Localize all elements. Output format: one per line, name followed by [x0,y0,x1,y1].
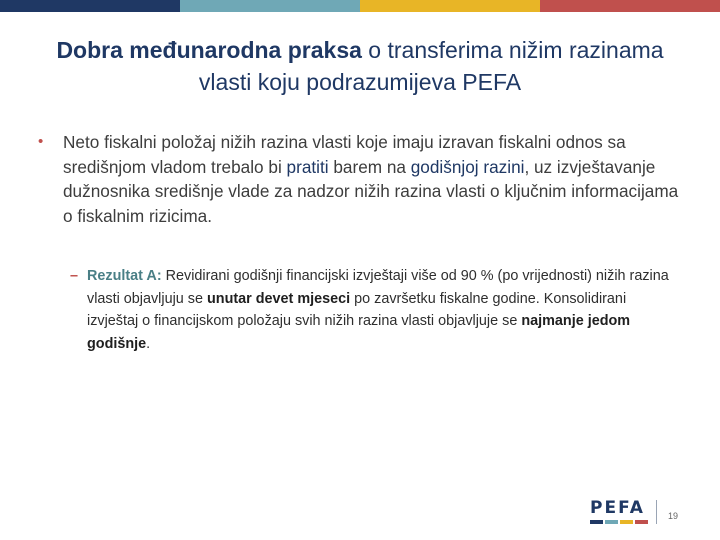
bullet-highlight-pratiti: pratiti [286,156,329,177]
pefa-logo [590,498,650,524]
sub-bullet-part3: . [146,335,151,352]
slide-title-rest: o transferima nižim razinama vlasti koju podrazumijeva PEFA [198,37,664,95]
sub-bullet-part1: Revidirani godišnji financijski izvještaji više od 90 % (po vrijednosti) nižih razina vlasti objavljuju se [87,268,669,307]
main-bullet [38,130,688,228]
sub-bullet-label: Rezultat A: [87,268,162,284]
sub-bullet-marker: – [70,268,79,284]
top-bar-segment-teal [180,0,360,12]
top-color-bar [0,0,720,12]
sub-bullet-bold-godisnje: najmanje jedom godišnje [87,313,631,352]
sub-bullet [70,265,675,355]
top-bar-segment-red [540,0,720,12]
bullet-text [63,130,688,228]
pefa-logo-text: PEFA [590,498,645,518]
top-bar-segment-yellow [360,0,540,12]
bullet-text-part1: Neto fiskalni položaj nižih razina vlasti koje imaju izravan fiskalni odnos sa središnjom vladom trebalo bi [63,132,626,177]
pefa-logo-bar [620,520,633,524]
bullet-highlight-godisnjoj: godišnjoj razini [410,156,525,177]
sub-bullet-bold-devet-mjeseci: unutar devet mjeseci [206,290,351,307]
top-bar-segment-navy [0,0,180,12]
sub-bullet-part2: po završetku fiskalne godine. Konsolidirani izvještaj o financijskom položaju svih nižih razina vlasti objavljuje se [87,290,627,329]
pefa-logo-bars [590,520,650,524]
bullet-text-part3: , uz izvještavanje dužnosnika središnje vlade za nadzor nižih razina vlasti o ključnim informacijama o fiskalnim rizicima. [63,156,679,226]
footer-divider [656,500,657,524]
pefa-logo-bar [605,520,618,524]
sub-bullet-text [87,265,675,355]
bullet-text-part2: barem na [328,156,411,177]
pefa-logo-bar [635,520,648,524]
page-number: 19 [668,511,679,521]
slide-title-bold: Dobra međunarodna praksa [56,37,362,63]
slide-title [40,34,680,98]
pefa-logo-bar [590,520,603,524]
bullet-marker: • [38,133,44,150]
